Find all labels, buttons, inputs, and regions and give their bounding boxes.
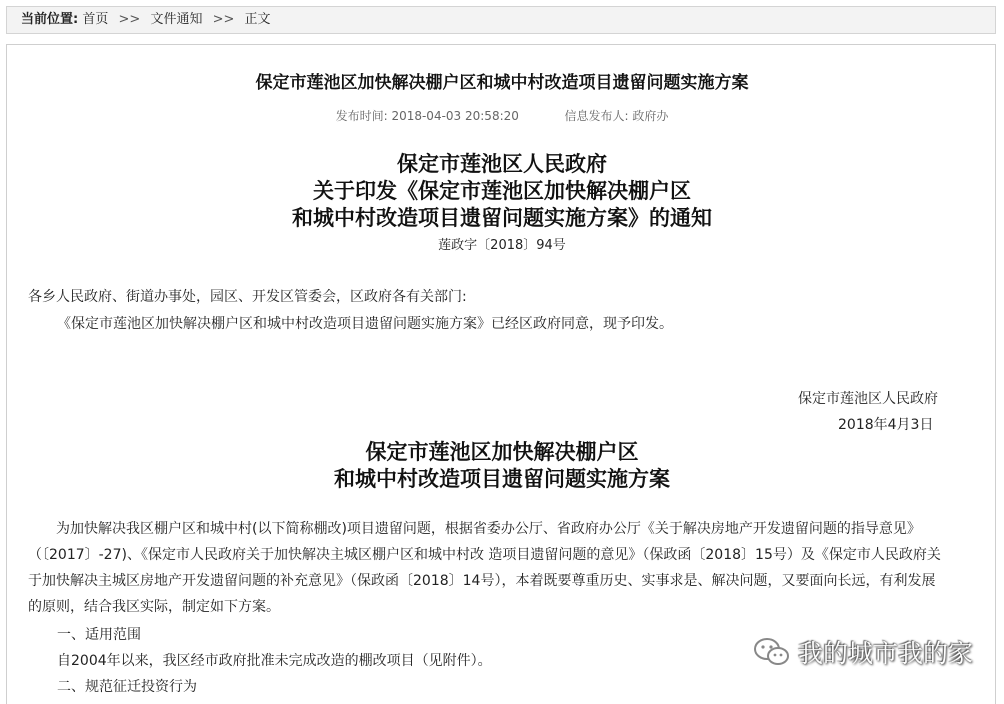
breadcrumb-current: 正文 [244, 12, 271, 27]
publish-time: 2018-04-03 20:58:20 [391, 109, 519, 123]
breadcrumb-separator: >> [118, 12, 141, 27]
addressee-line: 各乡人民政府、街道办事处，园区、开发区管委会，区政府各有关部门: [28, 289, 467, 305]
notice-heading [0, 150, 1004, 231]
section-heading: 二、规范征迁投资行为 [57, 679, 197, 695]
document-number: 莲政字〔2018〕94号 [438, 238, 566, 253]
signer: 保定市莲池区人民政府 [798, 391, 938, 407]
breadcrumb-separator: >> [212, 12, 235, 27]
notice-heading-line: 保定市莲池区人民政府 [397, 151, 607, 176]
publisher: 政府办 [632, 109, 669, 123]
breadcrumb [6, 6, 996, 34]
plan-intro [28, 516, 958, 620]
section-text: 自2004年以来，我区经市政府批准未完成改造的棚改项目（见附件）。 [57, 653, 492, 669]
plan-title-line: 保定市莲池区加快解决棚户区 [365, 439, 639, 464]
plan-intro-line: 于加快解决主城区房地产开发遗留问题的补充意见》（保政函〔2018〕14号），本着既要尊重历史、实事求是、解决问题，又要面向长远，有利发展 [28, 573, 936, 589]
plan-title-line: 和城中村改造项目遗留问题实施方案 [334, 466, 670, 491]
watermark [752, 632, 973, 672]
publish-time-label: 发布时间: [335, 109, 388, 123]
wechat-icon [752, 635, 792, 669]
plan-title [0, 438, 1004, 492]
watermark-text: 我的城市我的家 [798, 639, 974, 668]
plan-intro-line: （〔2017〕-27)、《保定市人民政府关于加快解决主城区棚户区和城中村改 造项目遗留问题的意见》（保政函〔2018〕15号）及《保定市人民政府关 [28, 547, 941, 563]
plan-intro-line: 的原则，结合我区实际，制定如下方案。 [28, 599, 280, 615]
plan-intro-line: 为加快解决我区棚户区和城中村(以下简称棚改)项目遗留问题，根据省委办公厅、省政府办公厅《关于解决房地产开发遗留问题的指导意见》 [56, 521, 921, 537]
breadcrumb-label: 当前位置: [21, 12, 79, 27]
article-meta [0, 107, 1004, 124]
article-title: 保定市莲池区加快解决棚户区和城中村改造项目遗留问题实施方案 [255, 73, 749, 93]
notice-heading-line: 和城中村改造项目遗留问题实施方案》的通知 [292, 205, 712, 230]
notice-heading-line: 关于印发《保定市莲池区加快解决棚户区 [313, 178, 691, 203]
notice-paragraph: 《保定市莲池区加快解决棚户区和城中村改造项目遗留问题实施方案》已经区政府同意，现予印发。 [57, 316, 673, 332]
breadcrumb-home-link[interactable]: 首页 [82, 12, 109, 27]
breadcrumb-notices-link[interactable]: 文件通知 [150, 12, 203, 27]
publisher-label: 信息发布人: [564, 109, 629, 123]
section-heading: 一、适用范围 [57, 627, 141, 643]
sign-date: 2018年4月3日 [838, 417, 934, 433]
